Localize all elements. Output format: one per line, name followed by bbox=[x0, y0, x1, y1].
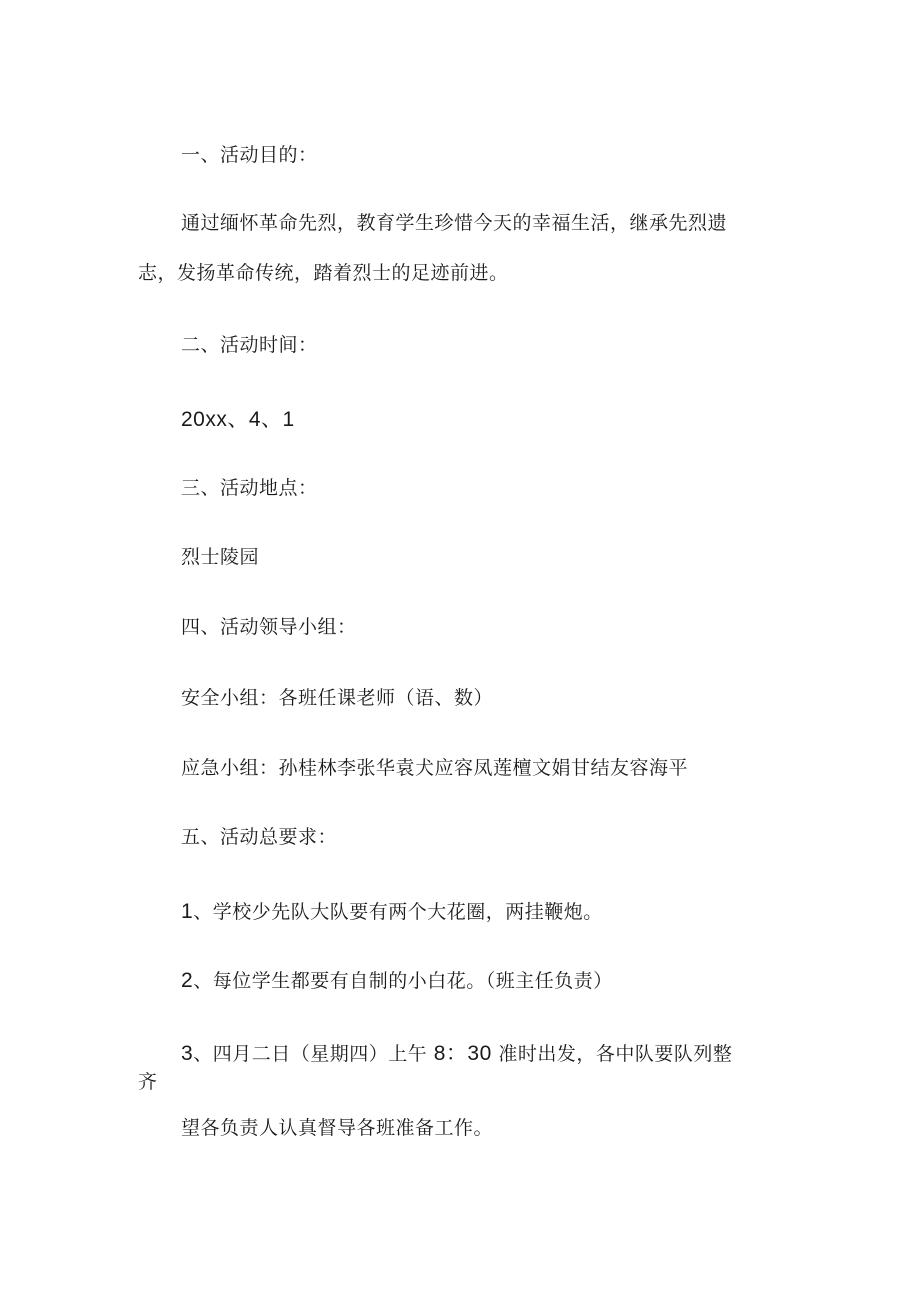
requirement-2 bbox=[181, 969, 613, 993]
requirement-3-text-b: 准时出发，各中队要队列整 bbox=[498, 1043, 733, 1065]
section-3-heading: 三、活动地点： bbox=[181, 477, 318, 499]
section-1-heading: 一、活动目的： bbox=[181, 144, 318, 166]
requirement-3 bbox=[181, 1042, 732, 1066]
section-1-body-line-1: 通过缅怀革命先烈，教育学生珍惜今天的幸福生活，继承先烈遗 bbox=[181, 212, 728, 234]
section-3-location: 烈士陵园 bbox=[181, 546, 260, 568]
requirement-3-number: 3 bbox=[181, 1042, 194, 1065]
section-2-heading: 二、活动时间： bbox=[181, 334, 318, 356]
requirement-3-time: 8：30 bbox=[433, 1042, 492, 1065]
emergency-group: 应急小组：孙桂林李张华袁犬应容凤莲檀文娟甘结友容海平 bbox=[181, 757, 689, 779]
section-2-date: 20xx、4、1 bbox=[181, 408, 295, 431]
requirement-1-text: 、学校少先队大队要有两个大花圈，两挂鞭炮。 bbox=[193, 901, 603, 923]
requirement-2-number: 2 bbox=[181, 969, 194, 992]
requirement-1-number: 1 bbox=[181, 900, 194, 923]
section-5-heading: 五、活动总要求： bbox=[181, 826, 338, 848]
safety-group: 安全小组：各班任课老师（语、数） bbox=[181, 687, 494, 709]
requirement-1 bbox=[181, 900, 603, 924]
closing-note: 望各负责人认真督导各班准备工作。 bbox=[181, 1117, 494, 1139]
section-1-body-line-2: 志，发扬革命传统，踏着烈士的足迹前进。 bbox=[138, 262, 509, 284]
requirement-3-wrap: 齐 bbox=[138, 1071, 158, 1093]
requirement-3-text-a: 、四月二日（星期四）上午 bbox=[193, 1043, 428, 1065]
section-4-heading: 四、活动领导小组： bbox=[181, 616, 357, 638]
requirement-2-text: 、每位学生都要有自制的小白花。（班主任负责） bbox=[193, 970, 613, 992]
